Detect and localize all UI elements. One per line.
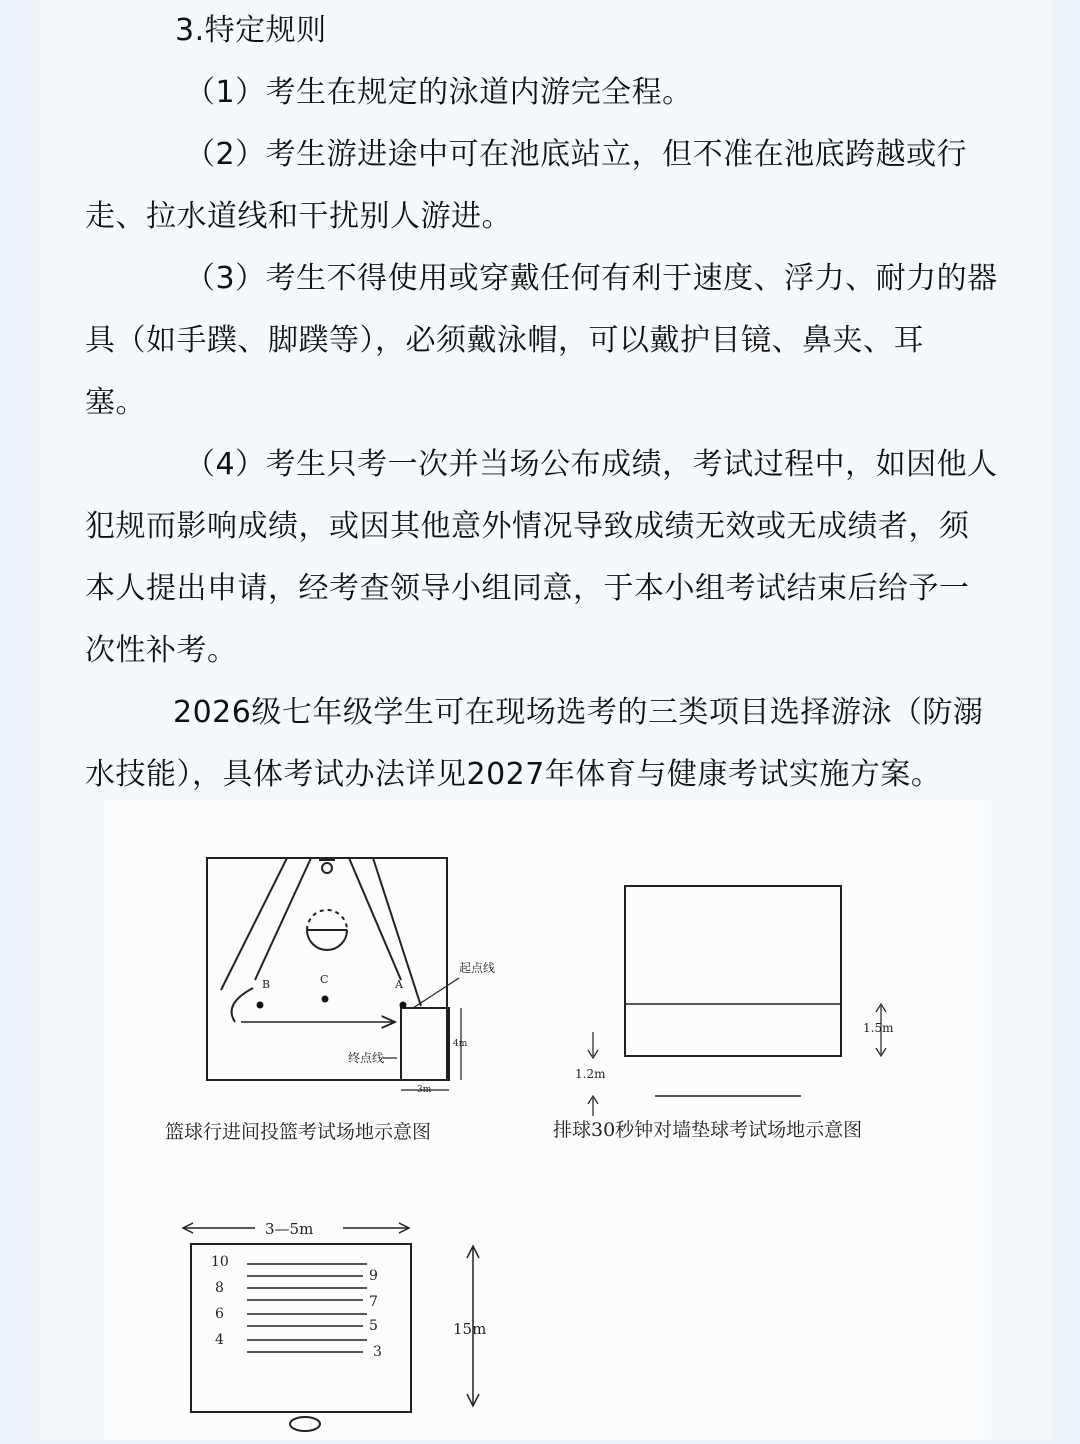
- point-a-dot: [400, 1002, 407, 1009]
- dim-1-2m-label: 1.2m: [575, 1067, 606, 1081]
- dimension-3m-label: 3m: [417, 1085, 432, 1095]
- point-c-label: C: [320, 973, 329, 986]
- turn-arc: [232, 988, 253, 1022]
- lane-number-9: 9: [369, 1268, 378, 1284]
- lane-line-left-outer: [221, 858, 287, 990]
- note-line-1: 2026级七年级学生可在现场选考的三类项目选择游泳（防溺: [173, 695, 984, 730]
- basket-hoop: [322, 863, 332, 873]
- rule-4-line-3: 本人提出申请，经考查领导小组同意，于本小组考试结束后给予一: [85, 571, 970, 606]
- lane-number-3: 3: [373, 1344, 382, 1360]
- diagrams-svg: [105, 800, 985, 1440]
- start-marker: [290, 1417, 320, 1431]
- wall-outline: [625, 886, 841, 1056]
- rule-4-line-2: 犯规而影响成绩，或因其他意外情况导致成绩无效或无成绩者，须: [85, 509, 970, 544]
- rule-2-line-1: （2）考生游进途中可在池底站立，但不准在池底跨越或行: [185, 137, 968, 172]
- lane-number-7: 7: [369, 1294, 378, 1310]
- section-heading: 3.特定规则: [175, 13, 327, 48]
- basketball-court-outline: [207, 858, 447, 1080]
- point-b-dot: [257, 1002, 264, 1009]
- lane-number-6: 6: [215, 1306, 224, 1322]
- rule-1-line-1: （1）考生在规定的泳道内游完全程。: [185, 75, 693, 110]
- rule-4-line-1: （4）考生只考一次并当场公布成绩，考试过程中，如因他人: [185, 447, 998, 482]
- free-throw-circle-lower: [307, 930, 347, 950]
- rule-3-line-1: （3）考生不得使用或穿戴任何有利于速度、浮力、耐力的器: [185, 261, 998, 296]
- basketball-diagram: [207, 858, 461, 1090]
- note-line-2: 水技能），具体考试办法详见2027年体育与健康考试实施方案。: [85, 757, 942, 792]
- volleyball-caption: 排球30秒钟对墙垫球考试场地示意图: [553, 1119, 863, 1141]
- start-box: [401, 1008, 449, 1080]
- lane-line-left-inner: [255, 858, 311, 980]
- volleyball-diagram: [588, 886, 886, 1116]
- length-label: 15m: [453, 1320, 487, 1338]
- rule-3-line-2: 具（如手蹼、脚蹼等），必须戴泳帽，可以戴护目镜、鼻夹、耳: [85, 323, 924, 358]
- lane-number-4: 4: [215, 1332, 224, 1348]
- dim-1-5m-label: 1.5m: [863, 1021, 894, 1035]
- start-line-pointer: [413, 978, 459, 1008]
- diagram-area: [105, 800, 985, 1440]
- rule-4-line-4: 次性补考。: [85, 633, 238, 668]
- basketball-caption: 篮球行进间投篮考试场地示意图: [165, 1121, 432, 1143]
- point-b-label: B: [262, 978, 271, 991]
- width-label: 3—5m: [265, 1220, 314, 1238]
- rule-3-line-3: 塞。: [85, 385, 146, 420]
- lane-number-5: 5: [369, 1318, 378, 1334]
- lane-number-8: 8: [215, 1280, 224, 1296]
- dimension-4m-label: 4m: [453, 1039, 468, 1049]
- point-a-label: A: [395, 978, 403, 991]
- document-text: [85, 0, 1010, 806]
- start-line-label: 起点线: [459, 961, 496, 975]
- point-c-dot: [322, 996, 329, 1003]
- free-throw-circle-upper: [307, 910, 347, 930]
- rule-2-line-2: 走、拉水道线和干扰别人游进。: [85, 199, 512, 234]
- lane-number-10: 10: [211, 1254, 229, 1270]
- end-line-label: 终点线: [348, 1051, 385, 1065]
